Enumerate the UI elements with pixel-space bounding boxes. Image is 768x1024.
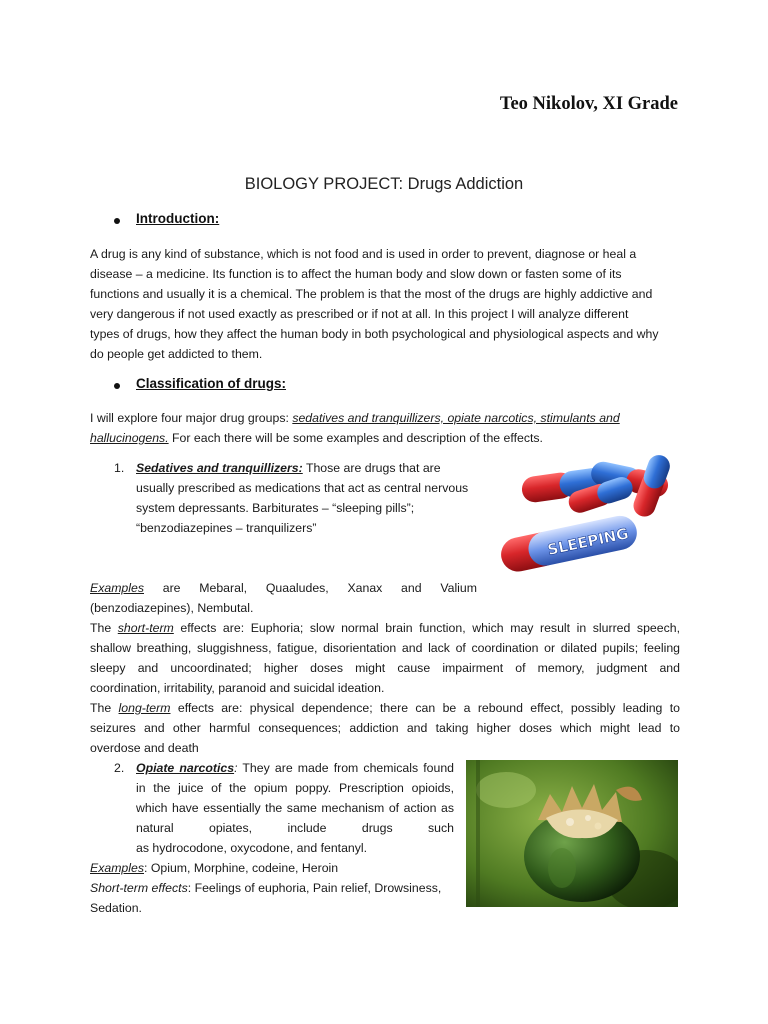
- intro-heading: Introduction:: [136, 211, 220, 226]
- opiates-term: Opiate narcotics: [136, 761, 235, 775]
- classification-heading: Classification of drugs:: [136, 376, 287, 391]
- sedatives-long-term: The long-term effects are: physical dependence; there can be a rebound effect, possibly leading to seizures and other harmful consequences; addiction and taking higher doses which might lead to overdose and death: [90, 701, 680, 755]
- intro-line: functions and usually it is a chemical. The problem is that the most of the drugs are highly addictive and: [90, 287, 653, 301]
- intro-line: very dangerous if not used exactly as prescribed or if not at all. In this project I will analyze different: [90, 307, 629, 321]
- intro-line: types of drugs, how they affect the human body in both psychological and physiological aspects and why: [90, 327, 659, 341]
- sedatives-short-term: The short-term effects are: Euphoria; slow normal brain function, which may result in slurred speech, shallow breathing, sluggishness, fatigue, disorientation and lack of coordination or dilated pupils; feeling sleepy and uncoordinated; higher doses might cause impairment of memory, judgment and coordination, irritability, paranoid and suicidal ideation.: [90, 621, 680, 695]
- classification-paragraph: I will explore four major drug groups: sedatives and tranquillizers, opiate narcotics, stimulants and hallucinogens. For each there will be some examples and description of the effects.: [90, 411, 620, 445]
- page-title: BIOLOGY PROJECT: Drugs Addiction: [244, 175, 524, 193]
- opiates-intro: Opiate narcotics: They are made from chemicals found in the juice of the opium poppy. Prescription opioids, which have essentially the same mechanism of action as natural opiates, include drugs such as hydrocodone, oxycodone, and fentanyl.: [136, 761, 454, 855]
- drug-groups-link: sedatives and tranquillizers, opiate narcotics, stimulants and: [292, 411, 620, 425]
- opium-poppy-image: [466, 760, 678, 907]
- list-number: 1.: [114, 461, 125, 475]
- intro-line: disease – a medicine. Its function is to affect the human body and slow down or fasten some of its: [90, 267, 622, 281]
- pill-label: SLEEPING: [545, 524, 631, 560]
- intro-line: do people get addicted to them.: [90, 347, 263, 361]
- opiates-examples: Examples: Opium, Morphine, codeine, Heroin Short-term effects: Feelings of euphoria, Pain relief, Drowsiness, Sedation.: [90, 861, 442, 915]
- sleeping-pills-image: [498, 453, 678, 573]
- sedatives-intro: Sedatives and tranquillizers: Those are drugs that are usually prescribed as medications that act as central nervous system depressants. Barbiturates – “sleeping pills”; “benzodiazepines – tranquilizers”: [136, 461, 469, 535]
- sedatives-term: Sedatives and tranquillizers:: [136, 461, 303, 475]
- author-line: Teo Nikolov, XI Grade: [499, 94, 678, 114]
- intro-line: A drug is any kind of substance, which is not food and is used in order to prevent, diagnose or heal a: [90, 247, 637, 261]
- list-number: 2.: [114, 761, 125, 775]
- sedatives-examples: Examples are Mebaral, Quaaludes, Xanax and Valium (benzodiazepines), Nembutal.: [90, 581, 477, 615]
- intro-paragraph: [90, 244, 680, 364]
